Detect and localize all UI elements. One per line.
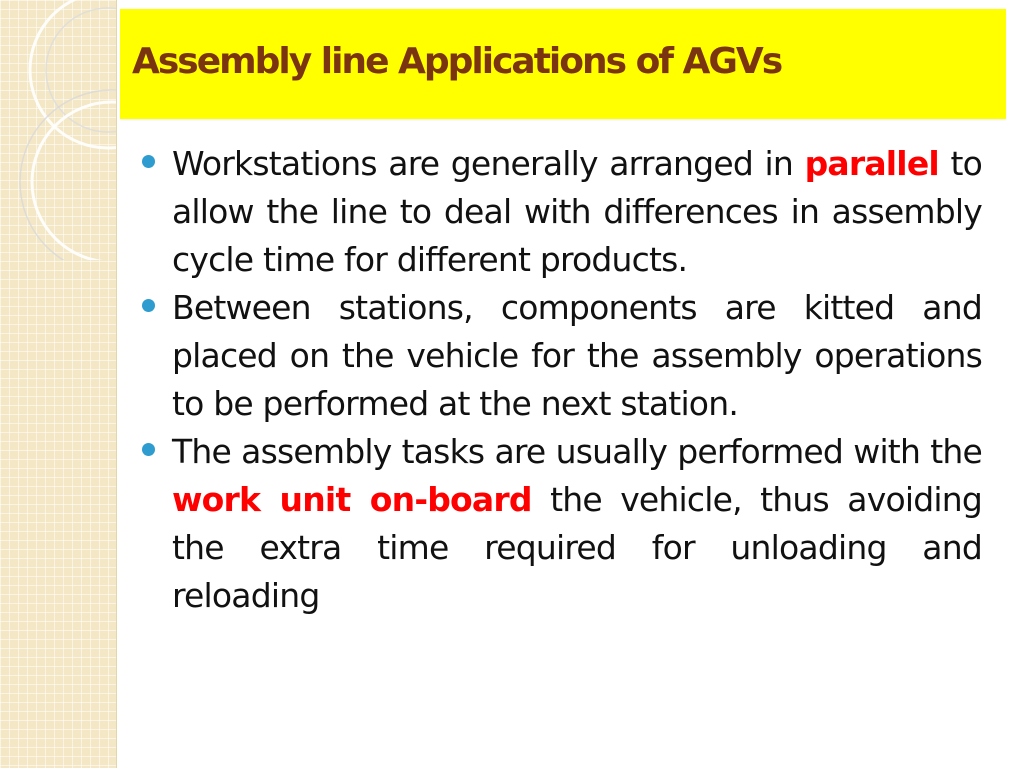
concentric-rings-decoration [0, 0, 116, 260]
bullet-item [140, 428, 982, 620]
slide-title: Assembly line Applications of AGVs [132, 41, 782, 82]
decorative-side-strip [0, 0, 117, 768]
round-bullet-icon [142, 299, 155, 312]
bullet-list [140, 140, 982, 620]
bullet-item [140, 140, 982, 284]
bullet-text: Between stations, components are kitted and placed on the vehicle for the assembly operations to be performed at the next station. [172, 288, 982, 423]
round-bullet-icon [142, 155, 155, 168]
title-bar [120, 9, 1006, 119]
bullet-text: to allow the line to deal with differences in assembly cycle time for different products. [172, 144, 982, 279]
highlight-text: work unit on-board [172, 480, 532, 519]
bullet-text: the vehicle, thus avoiding the extra time required for unloading and reloading [172, 480, 982, 615]
bullet-item [140, 284, 982, 428]
round-bullet-icon [142, 443, 155, 456]
bullet-text: The assembly tasks are usually performed with the [172, 432, 982, 471]
highlight-text: parallel [804, 144, 939, 183]
bullet-text: Workstations are generally arranged in [172, 144, 805, 183]
